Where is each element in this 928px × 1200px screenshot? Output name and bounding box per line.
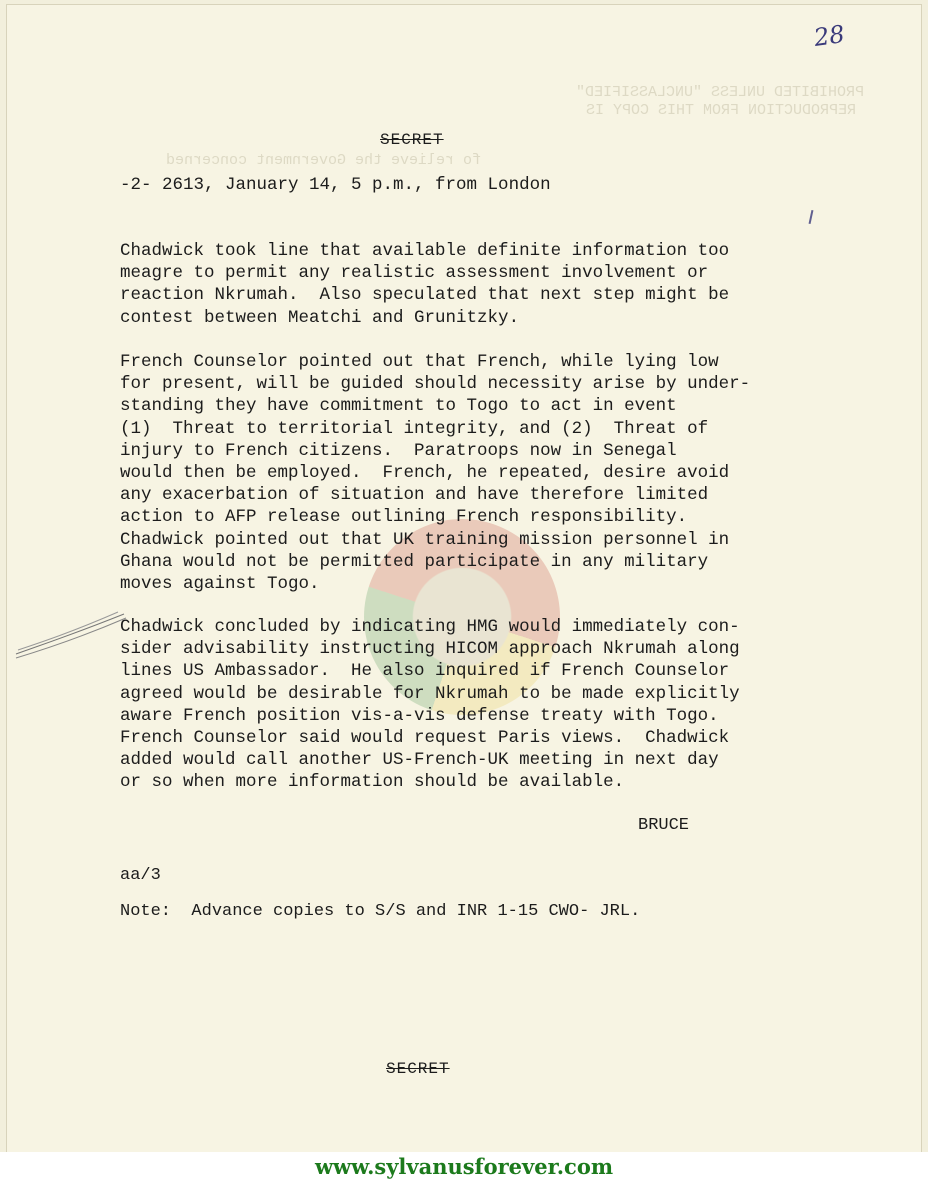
text-line: sider advisability instructing HICOM approach Nkrumah along bbox=[120, 639, 740, 660]
text-line: Chadwick pointed out that UK training mission personnel in bbox=[120, 529, 730, 550]
text-line: or so when more information should be available. bbox=[120, 772, 625, 793]
bleed-through-text: REPRODUCTION FROM THIS COPY IS bbox=[586, 102, 857, 119]
classification-bottom: SECRET bbox=[386, 1060, 450, 1078]
text-line: agreed would be desirable for Nkrumah to be made explicitly bbox=[120, 683, 740, 704]
text-line: Chadwick concluded by indicating HMG would immediately con- bbox=[120, 617, 740, 637]
text-line: French Counselor said would request Paris views. Chadwick bbox=[120, 728, 730, 749]
reference-initials: aa/3 bbox=[120, 866, 161, 885]
text-line: Chadwick took line that available definite information too bbox=[120, 241, 730, 261]
paragraph-3 bbox=[120, 616, 800, 794]
text-line: injury to French citizens. Paratroops now in Senegal bbox=[120, 440, 677, 461]
text-line: added would call another US-French-UK meeting in next day bbox=[120, 750, 719, 771]
paragraph-2 bbox=[120, 351, 800, 595]
text-line: would then be employed. French, he repeated, desire avoid bbox=[120, 463, 730, 484]
telegram-header: -2- 2613, January 14, 5 p.m., from London bbox=[120, 175, 551, 195]
document-page bbox=[6, 4, 922, 1154]
text-line: contest between Meatchi and Grunitzky. bbox=[120, 307, 520, 328]
paragraph-1 bbox=[120, 240, 800, 329]
margin-scribble-icon bbox=[14, 604, 134, 664]
signature-name: BRUCE bbox=[638, 816, 690, 835]
text-line: moves against Togo. bbox=[120, 574, 320, 595]
website-footer[interactable]: www.sylvanusforever.com bbox=[0, 1152, 928, 1200]
text-line: reaction Nkrumah. Also speculated that next step might be bbox=[120, 285, 730, 306]
distribution-note: Note: Advance copies to S/S and INR 1-15 CWO- JRL. bbox=[120, 902, 641, 921]
text-line: for present, will be guided should necessity arise by under- bbox=[120, 374, 751, 395]
bleed-through-text: PROHIBITED UNLESS "UNCLASSIFIED" bbox=[576, 84, 865, 101]
text-line: Ghana would not be permitted participate in any military bbox=[120, 551, 709, 572]
text-line: meagre to permit any realistic assessment involvement or bbox=[120, 263, 709, 284]
text-line: (1) Threat to territorial integrity, and (2) Threat of bbox=[120, 418, 709, 439]
text-line: lines US Ambassador. He also inquired if French Counselor bbox=[120, 661, 730, 682]
text-line: French Counselor pointed out that French, while lying low bbox=[120, 352, 719, 372]
text-line: any exacerbation of situation and have therefore limited bbox=[120, 485, 709, 506]
classification-top: SECRET bbox=[380, 131, 444, 149]
bleed-through-text: fo relieve the Government concerned bbox=[166, 152, 482, 169]
text-line: action to AFP release outlining French responsibility. bbox=[120, 507, 688, 528]
page-number: 28 bbox=[812, 20, 847, 52]
margin-mark-icon bbox=[809, 210, 814, 224]
text-line: aware French position vis-a-vis defense treaty with Togo. bbox=[120, 705, 719, 726]
text-line: standing they have commitment to Togo to act in event bbox=[120, 396, 677, 417]
